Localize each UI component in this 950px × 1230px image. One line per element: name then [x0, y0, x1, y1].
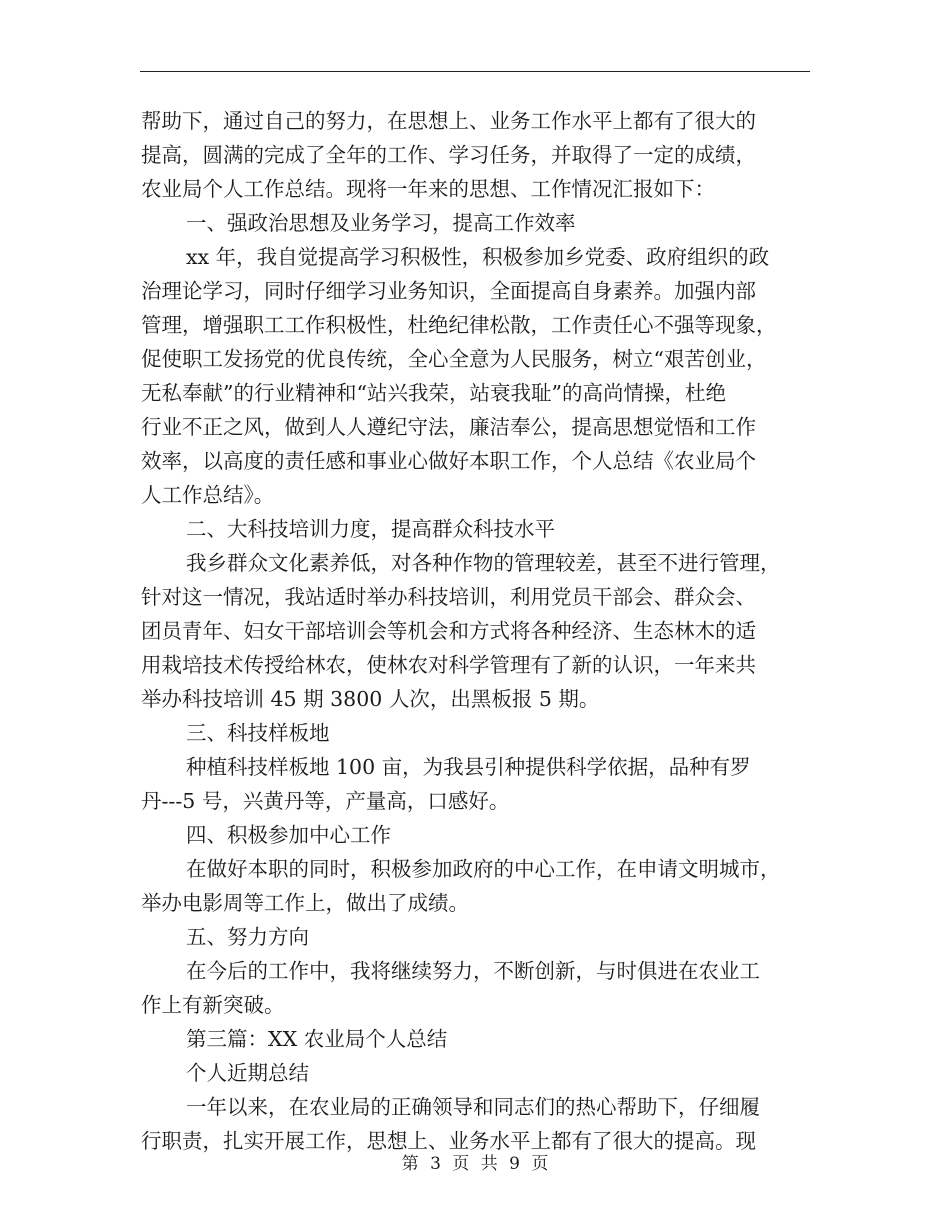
text-line: 管理，增强职工工作积极性，杜绝纪律松散，工作责任心不强等现象， [141, 313, 777, 337]
text-line: 针对这一情况，我站适时举办科技培训，利用党员干部会、群众会、 [141, 585, 756, 609]
text-line: 举办电影周等工作上，做出了成绩。 [141, 891, 469, 915]
text-line: 举办科技培训 45 期 3800 人次，出黑板报 5 期。 [141, 687, 600, 711]
text-line: 第三篇：XX 农业局个人总结 [186, 1027, 448, 1051]
document-body [141, 104, 811, 1158]
header-rule [140, 71, 810, 72]
text-line: 帮助下，通过自己的努力，在思想上、业务工作水平上都有了很大的 [141, 109, 756, 133]
text-line: 我乡群众文化素养低，对各种作物的管理较差，甚至不进行管理， [186, 551, 781, 575]
text-line: 个人近期总结 [186, 1061, 309, 1085]
page-number-footer: 第 3 页 共 9 页 [401, 1154, 549, 1174]
text-line: xx 年，我自觉提高学习积极性，积极参加乡党委、政府组织的政 [186, 245, 770, 269]
text-line: 二、大科技培训力度，提高群众科技水平 [186, 517, 555, 541]
text-line: 行业不正之风，做到人人遵纪守法，廉洁奉公，提高思想觉悟和工作 [141, 415, 756, 439]
text-line: 作上有新突破。 [141, 993, 285, 1017]
text-line: 人工作总结》。 [141, 483, 275, 507]
text-line: 四、积极参加中心工作 [186, 823, 391, 847]
text-line: 用栽培技术传授给林农，使林农对科学管理有了新的认识，一年来共 [141, 653, 756, 677]
text-line: 治理论学习，同时仔细学习业务知识，全面提高自身素养。加强内部 [141, 279, 756, 303]
text-line: 农业局个人工作总结。现将一年来的思想、工作情况汇报如下： [141, 177, 715, 201]
text-line: 在做好本职的同时，积极参加政府的中心工作，在申请文明城市， [186, 857, 781, 881]
text-line: 无私奉献”的行业精神和“站兴我荣，站衰我耻”的高尚情操，杜绝 [141, 381, 726, 405]
text-line: 团员青年、妇女干部培训会等机会和方式将各种经济、生态林木的适 [141, 619, 756, 643]
text-line: 在今后的工作中，我将继续努力，不断创新，与时俱进在农业工 [186, 959, 760, 983]
text-line: 一年以来，在农业局的正确领导和同志们的热心帮助下，仔细履 [186, 1095, 760, 1119]
text-line: 三、科技样板地 [186, 721, 330, 745]
text-line: 丹---5 号，兴黄丹等，产量高，口感好。 [141, 789, 510, 813]
text-line: 一、强政治思想及业务学习，提高工作效率 [186, 211, 576, 235]
text-line: 提高，圆满的完成了全年的工作、学习任务，并取得了一定的成绩， [141, 143, 756, 167]
text-line: 促使职工发扬党的优良传统，全心全意为人民服务，树立“艰苦创业， [141, 347, 767, 371]
text-line: 效率，以高度的责任感和事业心做好本职工作，个人总结《农业局个 [141, 449, 756, 473]
text-line: 行职责，扎实开展工作，思想上、业务水平上都有了很大的提高。现 [141, 1129, 756, 1153]
text-line: 五、努力方向 [186, 925, 309, 949]
text-line: 种植科技样板地 100 亩，为我县引种提供科学依据，品种有罗 [186, 755, 751, 779]
